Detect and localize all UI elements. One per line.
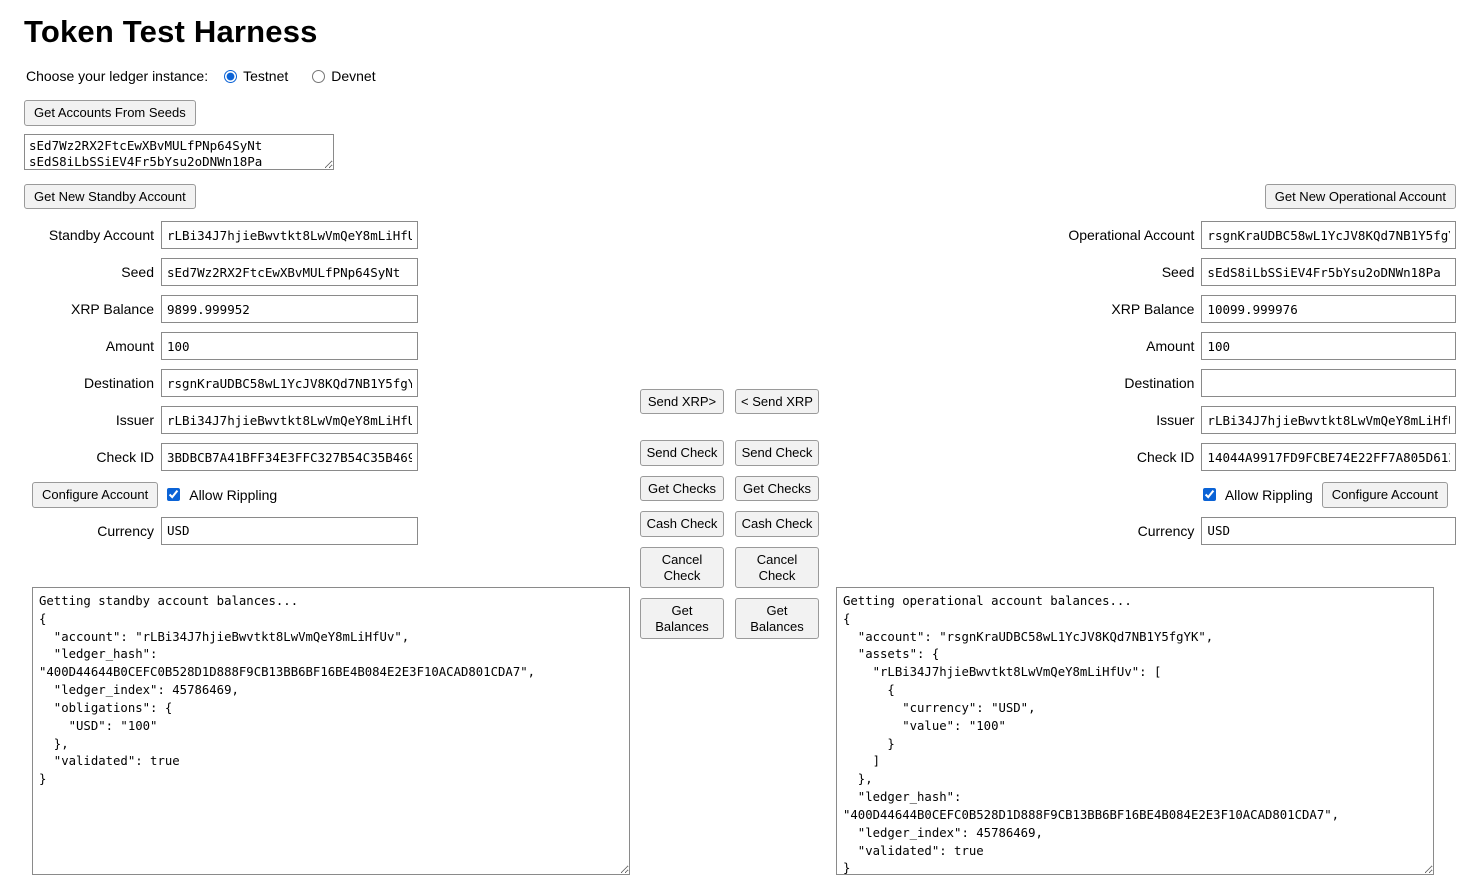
standby-configure-row: [32, 482, 424, 508]
operational-account-label: Operational Account: [1068, 227, 1195, 244]
operational-configure-account-button[interactable]: Configure Account: [1322, 482, 1448, 508]
send-xrp-row: [640, 389, 840, 415]
log-panels: [0, 584, 1480, 882]
standby-destination-row: [24, 369, 424, 397]
standby-currency-row: [24, 517, 424, 545]
standby-seed-label: Seed: [121, 264, 154, 281]
operational-amount-label: Amount: [1146, 338, 1195, 355]
get-new-standby-account-row: [24, 184, 424, 210]
center-spacer: [640, 424, 840, 440]
operational-seed-row: [1036, 258, 1456, 286]
operational-seed-input[interactable]: [1201, 258, 1456, 286]
standby-xrp-balance-input[interactable]: [161, 295, 418, 323]
page-title: Token Test Harness: [24, 14, 318, 49]
operational-issuer-label: Issuer: [1156, 412, 1195, 429]
standby-issuer-input[interactable]: [161, 406, 418, 434]
standby-account-input[interactable]: [161, 221, 418, 249]
operational-currency-input[interactable]: [1201, 517, 1456, 545]
get-accounts-from-seeds-button[interactable]: Get Accounts From Seeds: [24, 100, 196, 126]
operational-amount-input[interactable]: [1201, 332, 1456, 360]
operational-account-input[interactable]: [1201, 221, 1456, 249]
standby-check-id-input[interactable]: [161, 443, 418, 471]
accounts-columns: [0, 184, 1480, 634]
standby-account-row: [24, 221, 424, 249]
operational-account-panel: [1036, 184, 1456, 554]
radio-devnet[interactable]: [312, 68, 375, 84]
operational-xrp-balance-label: XRP Balance: [1111, 301, 1195, 318]
radio-testnet-input[interactable]: [224, 70, 237, 83]
operational-account-row: [1036, 221, 1456, 249]
standby-amount-input[interactable]: [161, 332, 418, 360]
standby-cash-check-button[interactable]: Cash Check: [640, 511, 724, 537]
standby-account-panel: [24, 184, 424, 554]
operational-get-balances-button[interactable]: Get Balances: [735, 598, 819, 639]
get-new-standby-account-button[interactable]: Get New Standby Account: [24, 184, 196, 210]
operational-cash-check-button[interactable]: Cash Check: [735, 511, 819, 537]
operational-xrp-balance-row: [1036, 295, 1456, 323]
standby-issuer-label: Issuer: [115, 412, 154, 429]
operational-destination-label: Destination: [1124, 375, 1195, 392]
operational-log-textarea[interactable]: [836, 587, 1434, 875]
operational-get-checks-button[interactable]: Get Checks: [735, 476, 819, 502]
operational-cancel-check-button[interactable]: Cancel Check: [735, 547, 819, 588]
operational-destination-input[interactable]: [1201, 369, 1456, 397]
ledger-instance-selector: [26, 68, 1480, 84]
operational-check-id-label: Check ID: [1136, 449, 1195, 466]
standby-destination-label: Destination: [83, 375, 154, 392]
operational-issuer-row: [1036, 406, 1456, 434]
standby-get-checks-button[interactable]: Get Checks: [640, 476, 724, 502]
seeds-textarea[interactable]: [24, 134, 334, 170]
standby-currency-input[interactable]: [161, 517, 418, 545]
operational-configure-row: [1036, 482, 1448, 508]
operational-currency-label: Currency: [1137, 522, 1195, 539]
standby-cancel-check-button[interactable]: Cancel Check: [640, 547, 724, 588]
standby-destination-input[interactable]: [161, 369, 418, 397]
center-action-buttons: [640, 184, 840, 650]
standby-log-textarea[interactable]: [32, 587, 630, 875]
get-checks-row: [640, 476, 840, 502]
operational-check-id-row: [1036, 443, 1456, 471]
operational-allow-rippling-checkbox[interactable]: [1203, 488, 1216, 501]
radio-devnet-input[interactable]: [312, 70, 325, 83]
standby-amount-label: Amount: [105, 338, 154, 355]
operational-xrp-balance-input[interactable]: [1201, 295, 1456, 323]
get-accounts-from-seeds-row: [24, 100, 1480, 126]
operational-amount-row: [1036, 332, 1456, 360]
standby-seed-input[interactable]: [161, 258, 418, 286]
operational-seed-label: Seed: [1161, 264, 1195, 281]
operational-allow-rippling-label: Allow Rippling: [1224, 486, 1313, 503]
standby-issuer-row: [24, 406, 424, 434]
send-xrp-left-button[interactable]: < Send XRP: [735, 389, 819, 415]
radio-devnet-label: Devnet: [331, 68, 376, 84]
cash-check-row: [640, 511, 840, 537]
app-root: [0, 14, 1480, 882]
cancel-check-row: [640, 547, 840, 588]
ledger-instance-label: Choose your ledger instance:: [26, 68, 209, 84]
standby-check-id-label: Check ID: [96, 449, 154, 466]
operational-check-id-input[interactable]: [1201, 443, 1456, 471]
operational-send-check-button[interactable]: Send Check: [735, 440, 819, 466]
standby-send-check-button[interactable]: Send Check: [640, 440, 724, 466]
standby-configure-account-button[interactable]: Configure Account: [32, 482, 158, 508]
standby-get-balances-button[interactable]: Get Balances: [640, 598, 724, 639]
standby-xrp-balance-label: XRP Balance: [70, 301, 154, 318]
standby-amount-row: [24, 332, 424, 360]
operational-destination-row: [1036, 369, 1456, 397]
get-new-operational-account-button[interactable]: Get New Operational Account: [1265, 184, 1456, 210]
standby-check-id-row: [24, 443, 424, 471]
radio-testnet[interactable]: [224, 68, 288, 84]
operational-currency-row: [1036, 517, 1456, 545]
operational-issuer-input[interactable]: [1201, 406, 1456, 434]
standby-seed-row: [24, 258, 424, 286]
radio-testnet-label: Testnet: [243, 68, 289, 84]
standby-xrp-balance-row: [24, 295, 424, 323]
send-xrp-right-button[interactable]: Send XRP>: [640, 389, 724, 415]
standby-account-label: Standby Account: [48, 227, 154, 244]
send-check-row: [640, 440, 840, 466]
standby-allow-rippling-checkbox[interactable]: [167, 488, 180, 501]
get-new-operational-account-row: [1036, 184, 1456, 210]
standby-allow-rippling-label: Allow Rippling: [189, 486, 278, 503]
standby-currency-label: Currency: [97, 522, 154, 539]
